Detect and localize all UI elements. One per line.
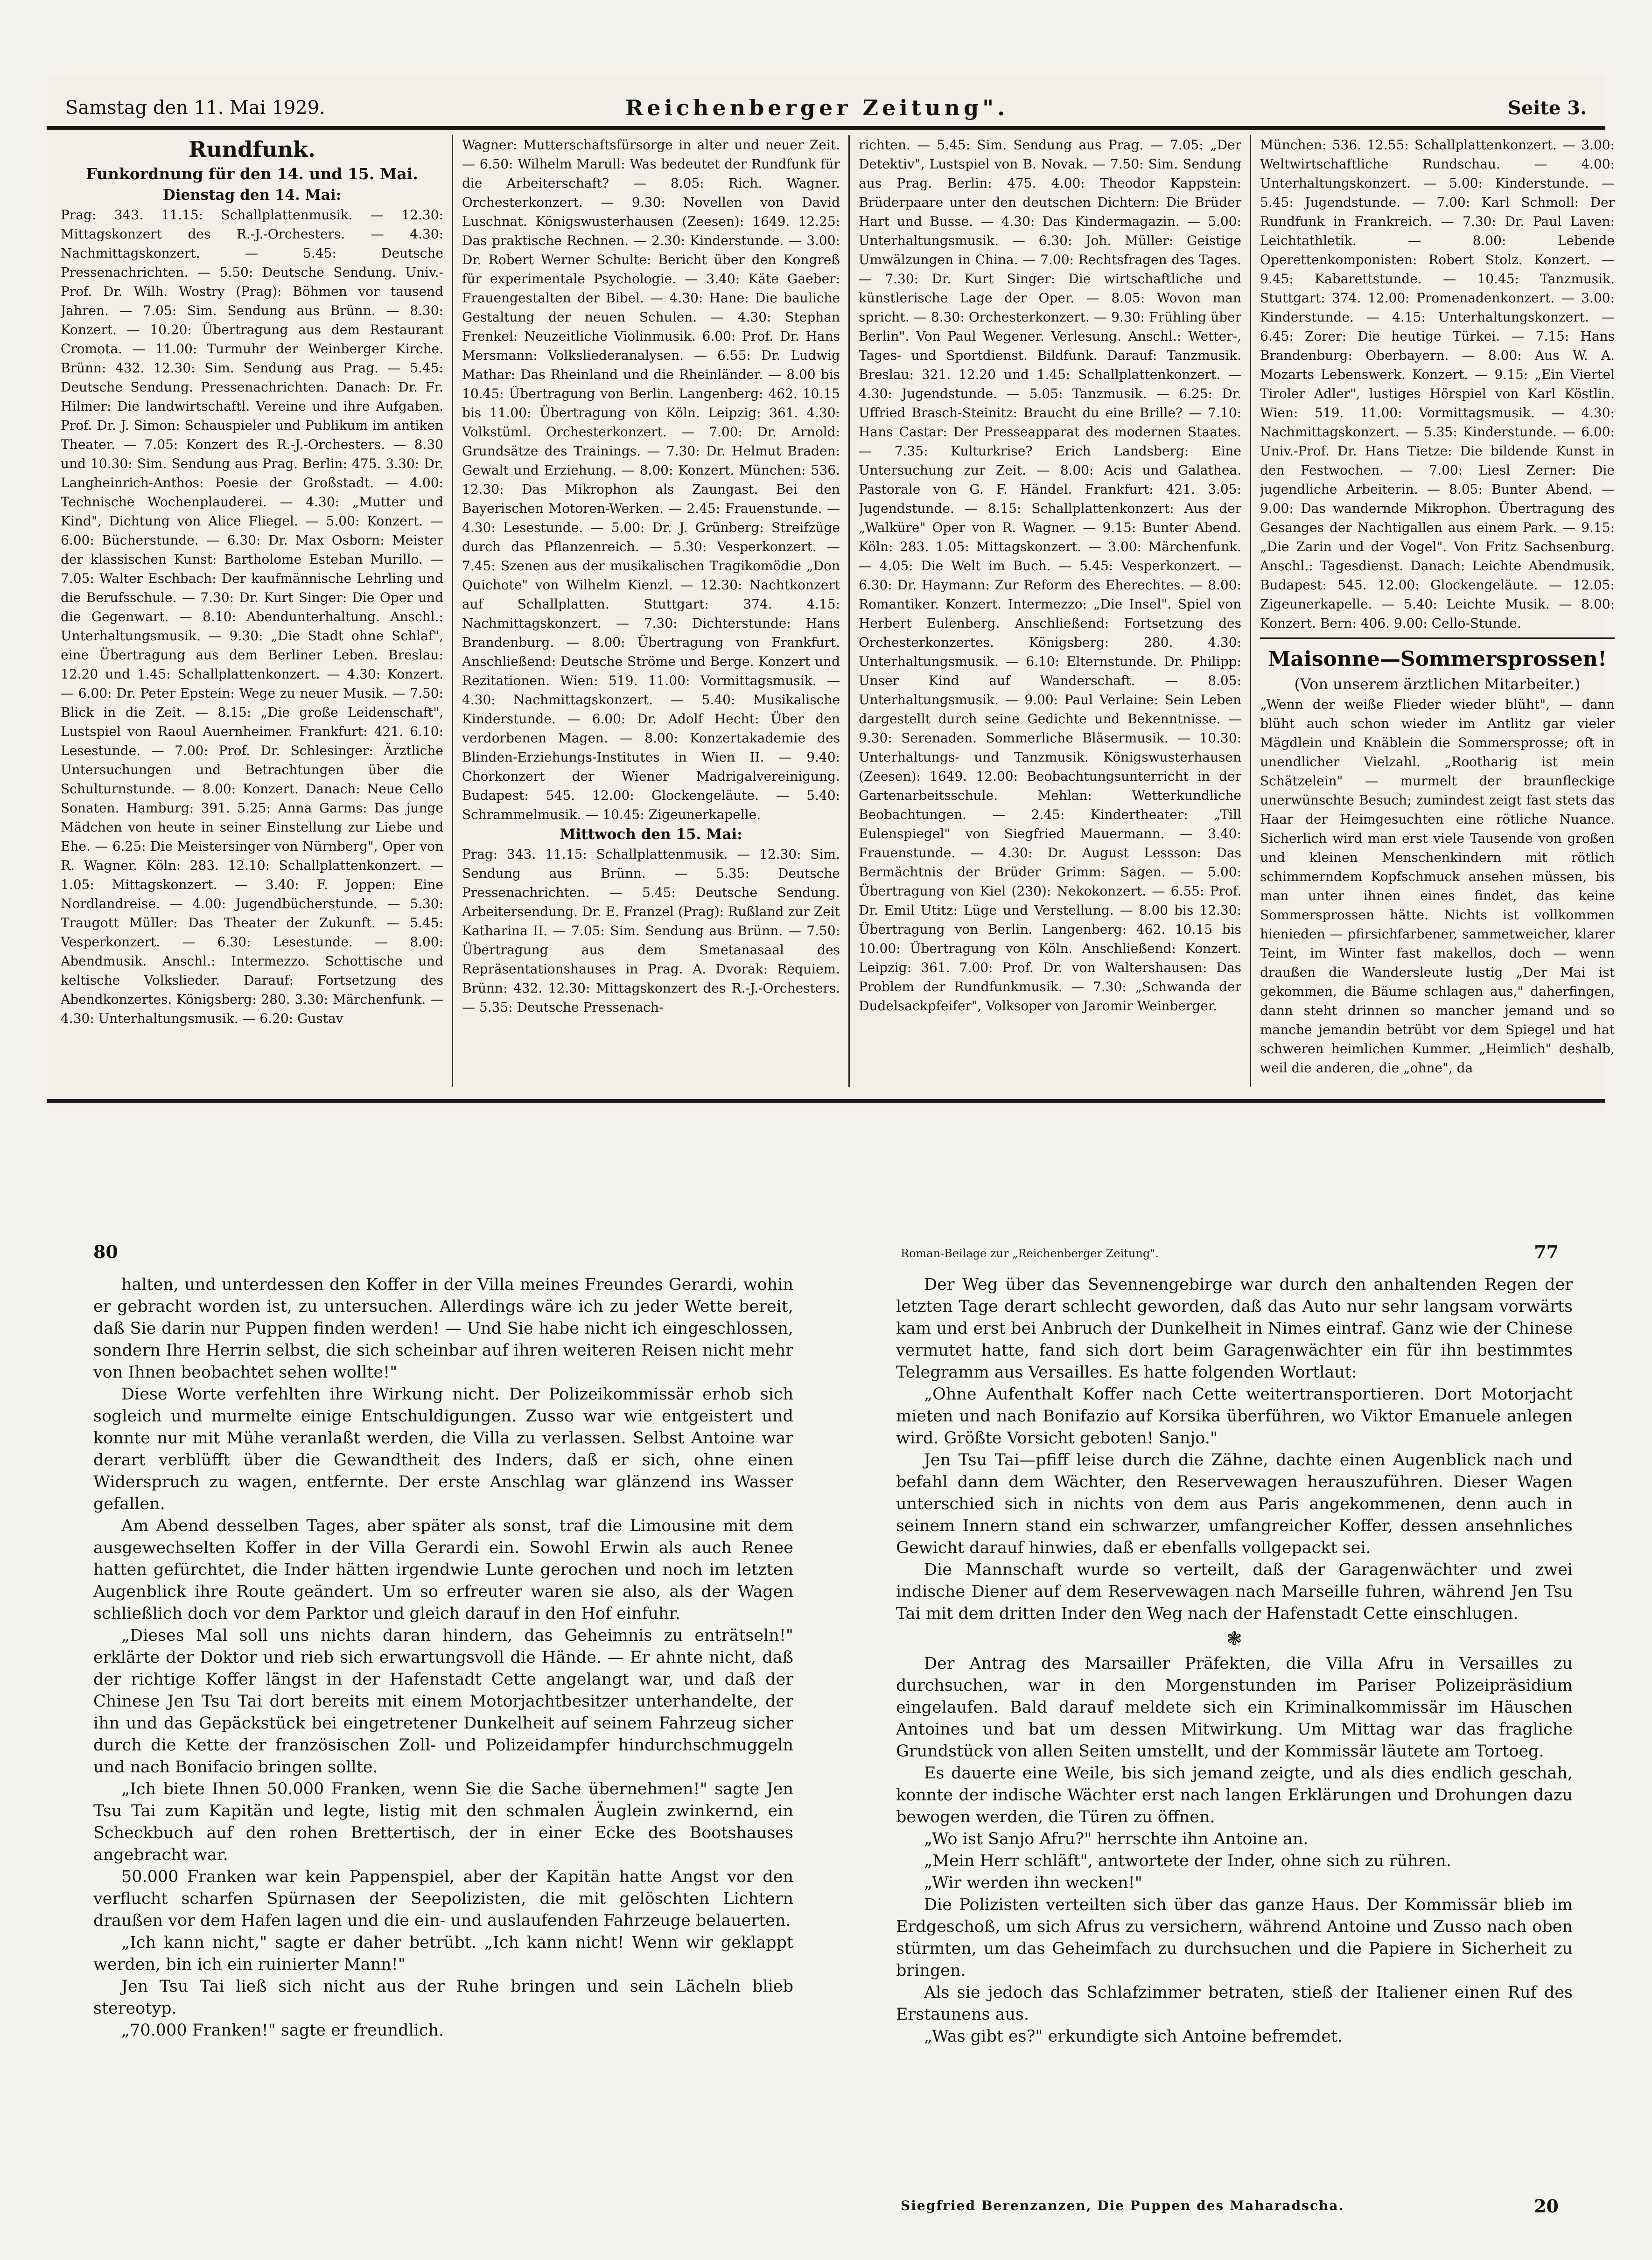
newspaper-page: [47, 75, 1615, 1111]
column-divider: [452, 135, 453, 1087]
novel-paragraph: „Mein Herr schläft", antwortete der Inder, ohne sich zu rühren.: [924, 1852, 1451, 1870]
article-text: „Wenn der weiße Flieder wieder blüht", — dann blüht auch schon wieder im Antlitz gar vieler Mägdlein und Knäblein die Sommersprosse; oft in unendlicher Vielzahl. „Rootharig ist mein Schätzelein" — murmelt der braunfleckige unerwünschte Besuch; zumindest zeigt fast stets das Haar der Heimgesuchten eine rötliche Nuance. Sicherlich wird man erst viele Tausende von großen und kleinen Menschenkindern mit rötlich schimmerndem Kopfschmuck ansehen müssen, bis man unter ihnen eines findet, das keine Sommersprossen hätte. Nichts ist vollkommen hienieden — pfirsichfarbener, sammetweicher, klarer Teint, im Winter fast makellos, doch — wenn draußen die Wandersleute lustig „Der Mai ist gekommen, die Bäume schlagen aus," daherfingen, dann steht drinnen so mancher jemand und so manche jemandin betrübt vor dem Spiegel und hat schweren heimlichen Kummer. „Heimlich" deshalb, weil die anderen, die „ohne", da: [1260, 697, 1615, 1076]
novel-paragraph: Jen Tsu Tai ließ sich nicht aus der Ruhe bringen und sein Lächeln blieb stereotyp.: [93, 1977, 793, 2018]
novel-paragraph: „70.000 Franken!" sagte er freundlich.: [121, 2021, 444, 2040]
column-4: [1260, 135, 1615, 1087]
novel-paragraph: Die Polizisten verteilten sich über das ganze Haus. Der Kommissär blieb im Erdgeschoß, um sich Afrus zu versichern, während Antoine und Zusso nach oben stürmten, um das Geheimfach zu durchsuchen und die Papiere in Sicherheit zu bringen.: [896, 1896, 1573, 1980]
day-heading-tuesday: Dienstag den 14. Mai:: [162, 187, 342, 203]
program-text-col3: richten. — 5.45: Sim. Sendung aus Prag. — 7.05: „Der Detektiv", Lustspiel von B. Novak. — 7.50: Sim. Sendung aus Prag. Berlin: 475. 4.00: Theodor Kappstein: Brüderpaare unter den deutschen Dichtern: Die Brüder Hart und Busse. — 4.30: Das Kindermagazin. — 5.00: Unterhaltungsmusik. — 6.30: Joh. Müller: Geistige Umwälzungen in China. — 7.00: Rechtsfragen des Tages. — 7.30: Dr. Kurt Singer: Die wirtschaftliche und künstlerische Lage der Oper. — 8.05: Wovon man spricht. — 8.30: Orchesterkonzert. — 9.30: Frühling über Berlin". Von Paul Wegener. Verlesung. Anschl.: Wetter-, Tages- und Sportdienst. Bildfunk. Darauf: Tanzmusik. Breslau: 321. 12.20 und 1.45: Schallplattenkonzert. — 4.30: Jugendstunde. — 5.05: Tanzmusik. — 6.25: Dr. Uffried Brasch-Steinitz: Braucht du eine Brille? — 7.10: Hans Castar: Der Presseapparat des modernen Staates. — 7.35: Kulturkrise? Erich Landsberg: Eine Untersuchung zur Zeit. — 8.00: Acis und Galathea. Pastorale von G. F. Händel. Frankfurt: 421. 3.05: Jugendstunde. — 8.15: Schallplattenkonzert: Aus der „Walküre" Oper von R. Wagner. — 9.15: Bunter Abend. Köln: 283. 1.05: Mittagskonzert. — 3.00: Märchenfunk. — 4.05: Die Welt im Buch. — 5.45: Vesperkonzert. — 6.30: Dr. Haymann: Zur Reform des Eherechtes. — 8.00: Romantiker. Konzert. Intermezzo: „Die Insel". Spiel von Herbert Eulenberg. Anschließend: Fortsetzung des Orchesterkonzertes. Königsberg: 280. 4.30: Unterhaltungsmusik. — 6.10: Elternstunde. Dr. Philipp: Unser Kind auf Wanderschaft. — 8.05: Unterhaltungsmusik. — 9.00: Paul Verlaine: Sein Leben dargestellt durch seine Gedichte und Bekenntnisse. — 9.30: Serenaden. Sommerliche Bläsermusik. — 10.30: Unterhaltungs- und Tanzmusik. Königswusterhausen (Zeesen): 1649. 12.00: Beobachtungsunterricht in der Gartenarbeitsschule. Mehlan: Wetterkundliche Beobachtungen. — 2.45: Kindertheater: „Till Eulenspiegel" von Siegfried Mauermann. — 3.40: Frauenstunde. — 4.30: Dr. August Lessson: Das Bermächtnis der Brüder Grimm: Sagen. — 5.00: Übertragung von Kiel (230): Nekokonzert. — 6.55: Prof. Dr. Emil Utitz: Lüge und Verstellung. — 8.00 bis 12.30: Übertragung von Berlin. Langenberg: 462. 10.15 bis 10.00: Übertragung von Köln. Anschließend: Konzert. Leipzig: 361. 7.00: Prof. Dr. von Waltershausen: Das Problem der Rundfunkmusik. — 7.30: „Schwanda der Dudelsackpfeifer", Volksoper von Jaromir Weinberger.: [859, 137, 1241, 1014]
novel-paragraph: „Wo ist Sanjo Afru?" herrschte ihn Antoine an.: [924, 1830, 1309, 1848]
novel-paragraph: „Was gibt es?" erkundigte sich Antoine befremdet.: [924, 2027, 1343, 2046]
article-title: Maisonne—Sommersprossen!: [1260, 637, 1615, 673]
program-text-col4: München: 536. 12.55: Schallplattenkonzert. — 3.00: Weltwirtschaftliche Rundschau. — 4.00: Unterhaltungskonzert. — 5.00: Kinderstunde. — 5.45: Jugendstunde. — 7.00: Karl Schmoll: Der Rundfunk in Frankreich. — 7.30: Dr. Paul Laven: Leichtathletik. — 8.00: Lebende Operettenkomponisten: Robert Stolz. Konzert. — 9.45: Kabarettstunde. — 10.45: Tanzmusik. Stuttgart: 374. 12.00: Promenadenkonzert. — 3.00: Kinderstunde. — 4.15: Unterhaltungskonzert. — 6.45: Zorer: Die heutige Türkei. — 7.15: Hans Brandenburg: Oberbayern. — 8.00: Aus W. A. Mozarts Lebenswerk. Konzert. — 9.15: „Ein Viertel Tiroler Adler", lustiges Hörspiel von Karl Köstlin. Wien: 519. 11.00: Vormittagsmusik. — 4.30: Nachmittagskonzert. — 5.35: Kinderstunde. — 6.00: Univ.-Prof. Dr. Hans Tietze: Die bildende Kunst in den Festwochen. — 7.00: Liesl Zerner: Die jugendliche Arbeiterin. — 8.05: Bunter Abend. — 9.00: Das wandernde Mikrophon. Übertragung des Gesanges der Nachtigallen aus einem Park. — 9.15: „Die Zarin und der Vogel". Von Fritz Sachsenburg. Anschl.: Tagesdienst. Danach: Leichte Abendmusik. Budapest: 545. 12.00: Glockengeläute. — 12.05: Zigeunerkapelle. — 5.40: Leichte Musik. — 8.00: Konzert. Bern: 406. 9.00: Cello-Stunde.: [1260, 137, 1615, 631]
column-3: [859, 135, 1241, 1087]
day-heading-wednesday: Mittwoch den 15. Mai:: [560, 826, 742, 843]
left-novel-column: [93, 1274, 793, 2184]
novel-paragraph: Als sie jedoch das Schlafzimmer betraten, stieß der Italiener einen Ruf des Erstaunens aus.: [896, 1983, 1573, 2024]
page-bottom-rule: [47, 1099, 1605, 1103]
novel-credit: Siegfried Berenzanzen, Die Puppen des Maharadscha.: [901, 2198, 1344, 2213]
column-divider: [848, 135, 850, 1087]
column-2: [462, 135, 840, 1087]
right-page-number: 77: [1534, 1241, 1559, 1262]
novel-paragraph: „Ohne Aufenthalt Koffer nach Cette weitertransportieren. Dort Motorjacht mieten und nach Bonifazio auf Korsika überführen, wo Viktor Emanuele anlegen wird. Größte Vorsicht geboten! Sanjo.": [896, 1385, 1573, 1448]
right-novel-column: [896, 1274, 1573, 2184]
novel-paragraph: „Ich biete Ihnen 50.000 Franken, wenn Sie die Sache übernehmen!" sagte Jen Tsu Tai zum Kapitän und legte, listig mit den schmalen Äuglein zwinkernd, ein Scheckbuch auf den rohen Brettertisch, der in einer Ecke des Bootshauses angebracht war.: [93, 1780, 793, 1864]
program-text-col2b: Prag: 343. 11.15: Schallplattenmusik. — 12.30: Sim. Sendung aus Brünn. — 5.35: Deutsche Pressenachrichten. — 5.45: Deutsche Sendung. Arbeitersendung. Dr. E. Franzel (Prag): Rußland zur Zeit Katharina II. — 7.05: Sim. Sendung aus Brünn. — 7.50: Übertragung aus dem Smetanasaal des Repräsentationshauses in Prag. A. Dvorak: Requiem. Brünn: 432. 12.30: Mittagskonzert des R.-J.-Orchesters. — 5.35: Deutsche Pressenach-: [462, 847, 840, 1015]
header-page-number: Seite 3.: [1507, 97, 1587, 119]
rundfunk-title: Rundfunk.: [189, 137, 315, 162]
novel-paragraph: Die Mannschaft wurde so verteilt, daß der Garagenwächter und zwei indische Diener auf dem Reservewagen nach Marseille fuhren, während Jen Tsu Tai mit dem dritten Inder den Weg nach der Hafenstadt Cette einschlugen.: [896, 1560, 1573, 1623]
column-1: [61, 135, 443, 1087]
novel-paragraph: Der Weg über das Sevennengebirge war durch den anhaltenden Regen der letzten Tage derart schlecht geworden, daß das Auto nur sehr langsam vorwärts kam und erst bei Anbruch der Dunkelheit in Nimes eintraf. Ganz wie der Chinese vermutet hatte, fand sich dort beim Garagenwächter ein für ihn bestimmtes Telegramm aus Versailles. Es hatte folgenden Wortlaut:: [896, 1275, 1573, 1382]
novel-paragraph: Es dauerte eine Weile, bis sich jemand zeigte, und als dies endlich geschah, konnte der indische Wächter erst nach langen Erklärungen und Drohungen dazu bewogen werden, die Türen zu öffnen.: [896, 1764, 1573, 1826]
page-header: [47, 89, 1605, 130]
program-text-col1: Prag: 343. 11.15: Schallplattenmusik. — 12.30: Mittagskonzert des R.-J.-Orchesters. — 4.30: Nachmittagskonzert. — 5.45: Deutsche Pressenachrichten. — 5.50: Deutsche Sendung. Univ.-Prof. Dr. Wilh. Wostry (Prag): Böhmen vor tausend Jahren. — 7.05: Sim. Sendung aus Brünn. — 8.30: Konzert. — 10.20: Übertragung aus dem Restaurant Cromota. — 11.00: Turmuhr der Weinberger Kirche. Brünn: 432. 12.30: Sim. Sendung aus Prag. — 5.45: Deutsche Sendung. Pressenachrichten. Danach: Dr. Fr. Hilmer: Die landwirtschaftl. Vereine und ihre Aufgaben. Prof. Dr. J. Simon: Schauspieler und Publikum im antiken Theater. — 7.05: Konzert des R.-J.-Orchesters. — 8.30 und 10.30: Sim. Sendung aus Prag. Berlin: 475. 3.30: Dr. Langheinrich-Anthos: Poesie der Großstadt. — 4.00: Technische Wochenplauderei. — 4.30: „Mutter und Kind", Dichtung von Alice Fliegel. — 5.00: Konzert. — 6.00: Bücherstunde. — 6.30: Dr. Max Osborn: Meister der klassischen Kunst: Bartholome Esteban Murillo. — 7.05: Walter Eschbach: Der kaufmännische Lehrling und die Berufsschule. — 7.30: Dr. Kurt Singer: Die Oper und die Gegenwart. — 8.10: Abendunterhaltung. Anschl.: Unterhaltungsmusik. — 9.30: „Die Stadt ohne Schlaf", eine Übertragung aus dem Berliner Leben. Breslau: 12.20 und 1.45: Schallplattenkonzert. — 4.30: Konzert. — 6.00: Dr. Peter Epstein: Wege zu neuer Musik. — 7.50: Blick in die Zeit. — 8.15: „Die große Leidenschaft", Lustspiel von Raoul Auernheimer. Frankfurt: 421. 6.10: Lesestunde. — 7.00: Prof. Dr. Schlesinger: Ärztliche Untersuchungen und Betrachtungen über die Schulturnstunde. — 8.00: Konzert. Danach: Neue Cello Sonaten. Hamburg: 391. 5.25: Anna Garms: Das junge Mädchen von heute in seiner Einstellung zur Liebe und Ehe. — 6.25: Die Meistersinger von Nürnberg", Oper von R. Wagner. Köln: 283. 12.10: Schallplattenkonzert. — 1.05: Mittagskonzert. — 3.40: F. Joppen: Eine Nordlandreise. — 4.00: Jugendbücherstunde. — 5.30: Traugott Müller: Das Theater der Zukunft. — 5.45: Vesperkonzert. — 6.30: Lesestunde. — 8.00: Abendmusik. Anschl.: Intermezzo. Schottische und keltische Volkslieder. Darauf: Fortsetzung des Abendkonzertes. Königsberg: 280. 3.30: Märchenfunk. — 4.30: Unterhaltungsmusik. — 6.20: Gustav: [61, 207, 443, 1026]
section-break-ornament: ❃: [1226, 1628, 1242, 1650]
funkordnung-subtitle: Funkordnung für den 14. und 15. Mai.: [86, 165, 418, 183]
novel-paragraph: 50.000 Franken war kein Pappenspiel, aber der Kapitän hatte Angst vor den verflucht scharfen Spürnasen der Seepolizisten, die mit gelöschten Lichtern draußen vor dem Hafen lagen und die ein- und auslaufenden Fahrzeuge belauerten.: [93, 1868, 793, 1930]
footer-page-number: 20: [1534, 2196, 1559, 2217]
novel-paragraph: „Dieses Mal soll uns nichts daran hindern, das Geheimnis zu enträtseln!" erklärte der Doktor und rieb sich erwartungsvoll die Hände. — Er ahnte nicht, daß der richtige Koffer längst in der Hafenstadt Cette angelangt war, und daß der Chinese Jen Tsu Tai dort bereits mit einem Motorjachtbesitzer unterhandelte, der ihn und das Gepäckstück bei eingetretener Dunkelheit auf seinem Fahrzeug sicher durch die Kette der französischen Zoll- und Polizeidampfer hindurchschmuggeln und nach Bonifacio bringen sollte.: [93, 1626, 793, 1777]
article-byline: (Von unserem ärztlichen Mitarbeiter.): [1294, 675, 1581, 693]
header-paper-name: Reichenberger Zeitung".: [625, 95, 1009, 120]
column-divider: [1250, 135, 1251, 1087]
novel-supplement-spread: [65, 1213, 1587, 2231]
header-date: Samstag den 11. Mai 1929.: [65, 97, 325, 119]
novel-paragraph: „Ich kann nicht," sagte er daher betrübt. „Ich kann nicht! Wenn wir geklappt werden, bin ich ein ruinierter Mann!": [93, 1933, 793, 1974]
novel-paragraph: „Wir werden ihn wecken!": [924, 1874, 1142, 1892]
supplement-header: Roman-Beilage zur „Reichenberger Zeitung".: [901, 1247, 1159, 1260]
novel-paragraph: Jen Tsu Tai—pfiff leise durch die Zähne, dachte einen Augenblick nach und befahl dann dem Wächter, den Reservewagen herauszuführen. Dieser Wagen unterschied sich in nichts von dem aus Paris angekommenen, denn auch in seinem Innern stand ein schwarzer, umfangreicher Koffer, dessen ansehnliches Gewicht darauf hinwies, daß er ebenfalls vollgepackt sei.: [896, 1451, 1573, 1557]
program-text-col2: Wagner: Mutterschaftsfürsorge in alter und neuer Zeit. — 6.50: Wilhelm Marull: Was bedeutet der Rundfunk für die Arbeiterschaft? — 8.05: Rich. Wagner. Orchesterkonzert. — 9.30: Novellen von David Luschnat. Königswusterhausen (Zeesen): 1649. 12.25: Das praktische Rechnen. — 2.30: Kinderstunde. — 3.00: Dr. Robert Werner Schulte: Bericht über den Kongreß für experimentale Psychologie. — 3.40: Käte Gaeber: Frauengestalten der Bibel. — 4.30: Hane: Die bauliche Gestaltung der neuen Schulen. — 4.30: Stephan Frenkel: Neuzeitliche Violinmusik. 6.00: Prof. Dr. Hans Mersmann: Volksliederanalysen. — 6.55: Dr. Ludwig Mathar: Das Rheinland und die Rheinländer. — 8.00 bis 10.45: Übertragung von Berlin. Langenberg: 462. 10.15 bis 11.00: Übertragung von Köln. Leipzig: 361. 4.30: Volkstüml. Orchesterkonzert. — 7.00: Dr. Arnold: Grundsätze des Trainings. — 7.30: Dr. Helmut Braden: Gewalt und Erziehung. — 8.00: Konzert. München: 536. 12.30: Das Mikrophon als Zaungast. Bei den Bayerischen Motoren-Werken. — 2.45: Frauenstunde. — 4.30: Lesestunde. — 5.00: Dr. J. Grünberg: Streifzüge durch das Pflanzenreich. — 5.30: Vesperkonzert. — 7.45: Szenen aus der musikalischen Tragikomödie „Don Quichote" von Wilhelm Kienzl. — 12.30: Nachtkonzert auf Schallplatten. Stuttgart: 374. 4.15: Nachmittagskonzert. — 7.30: Dichterstunde: Hans Brandenburg. — 8.00: Übertragung von Frankfurt. Anschließend: Deutsche Ströme und Berge. Konzert und Rezitationen. Wien: 519. 11.00: Vormittagsmusik. — 4.30: Nachmittagskonzert. — 5.40: Musikalische Kinderstunde. — 6.00: Dr. Adolf Hecht: Über den verdorbenen Magen. — 8.00: Konzertakademie des Blinden-Erziehungs-Institutes in Wien II. — 9.40: Chorkonzert der Wiener Madrigalvereinigung. Budapest: 545. 12.00: Glockengeläute. — 5.40: Schrammelmusik. — 10.45: Zigeunerkapelle.: [462, 137, 840, 822]
novel-paragraph: Der Antrag des Marsailler Präfekten, die Villa Afru in Versailles zu durchsuchen, war in den Morgenstunden im Pariser Polizeipräsidium eingelaufen. Bald darauf meldete sich ein Kriminalkommissär im Häuschen Antoines und bat um dessen Mitwirkung. Um Mittag war das fragliche Grundstück von allen Seiten umstellt, und der Kommissär läutete am Tortoeg.: [896, 1654, 1573, 1761]
novel-paragraph: Diese Worte verfehlten ihre Wirkung nicht. Der Polizeikommissär erhob sich sogleich und murmelte einige Entschuldigungen. Zusso war wie entgeistert und konnte nur mit Mühe veranlaßt werden, die Villa zu verlassen. Selbst Antoine war derart verblüfft über die Gewandtheit des Inders, daß er sich, ohne einen Widerspruch zu wagen, entfernte. Der erste Anschlag war glänzend ins Wasser gefallen.: [93, 1385, 793, 1513]
novel-paragraph: halten, und unterdessen den Koffer in der Villa meines Freundes Gerardi, wohin er gebracht worden ist, zu untersuchen. Allerdings wäre ich zu jeder Wette bereit, daß Sie darin nur Puppen finden werden! — Und Sie habe nicht ich eingeschlossen, sondern Ihre Herrin selbst, die sich scheinbar auf ihren weiteren Reisen nicht mehr von Ihnen beobachtet sehen wollte!": [93, 1275, 793, 1382]
novel-paragraph: Am Abend desselben Tages, aber später als sonst, traf die Limousine mit dem ausgewechselten Koffer in der Villa Gerardi ein. Sowohl Erwin als auch Renee hatten gefürchtet, die Inder hätten irgendwie Lunte gerochen und noch im letzten Augenblick ihre Route geändert. Um so erfreuter waren sie also, als der Wagen schließlich doch vor dem Parktor und gleich darauf in den Hof einfuhr.: [93, 1517, 793, 1623]
left-page-number: 80: [93, 1241, 118, 1262]
